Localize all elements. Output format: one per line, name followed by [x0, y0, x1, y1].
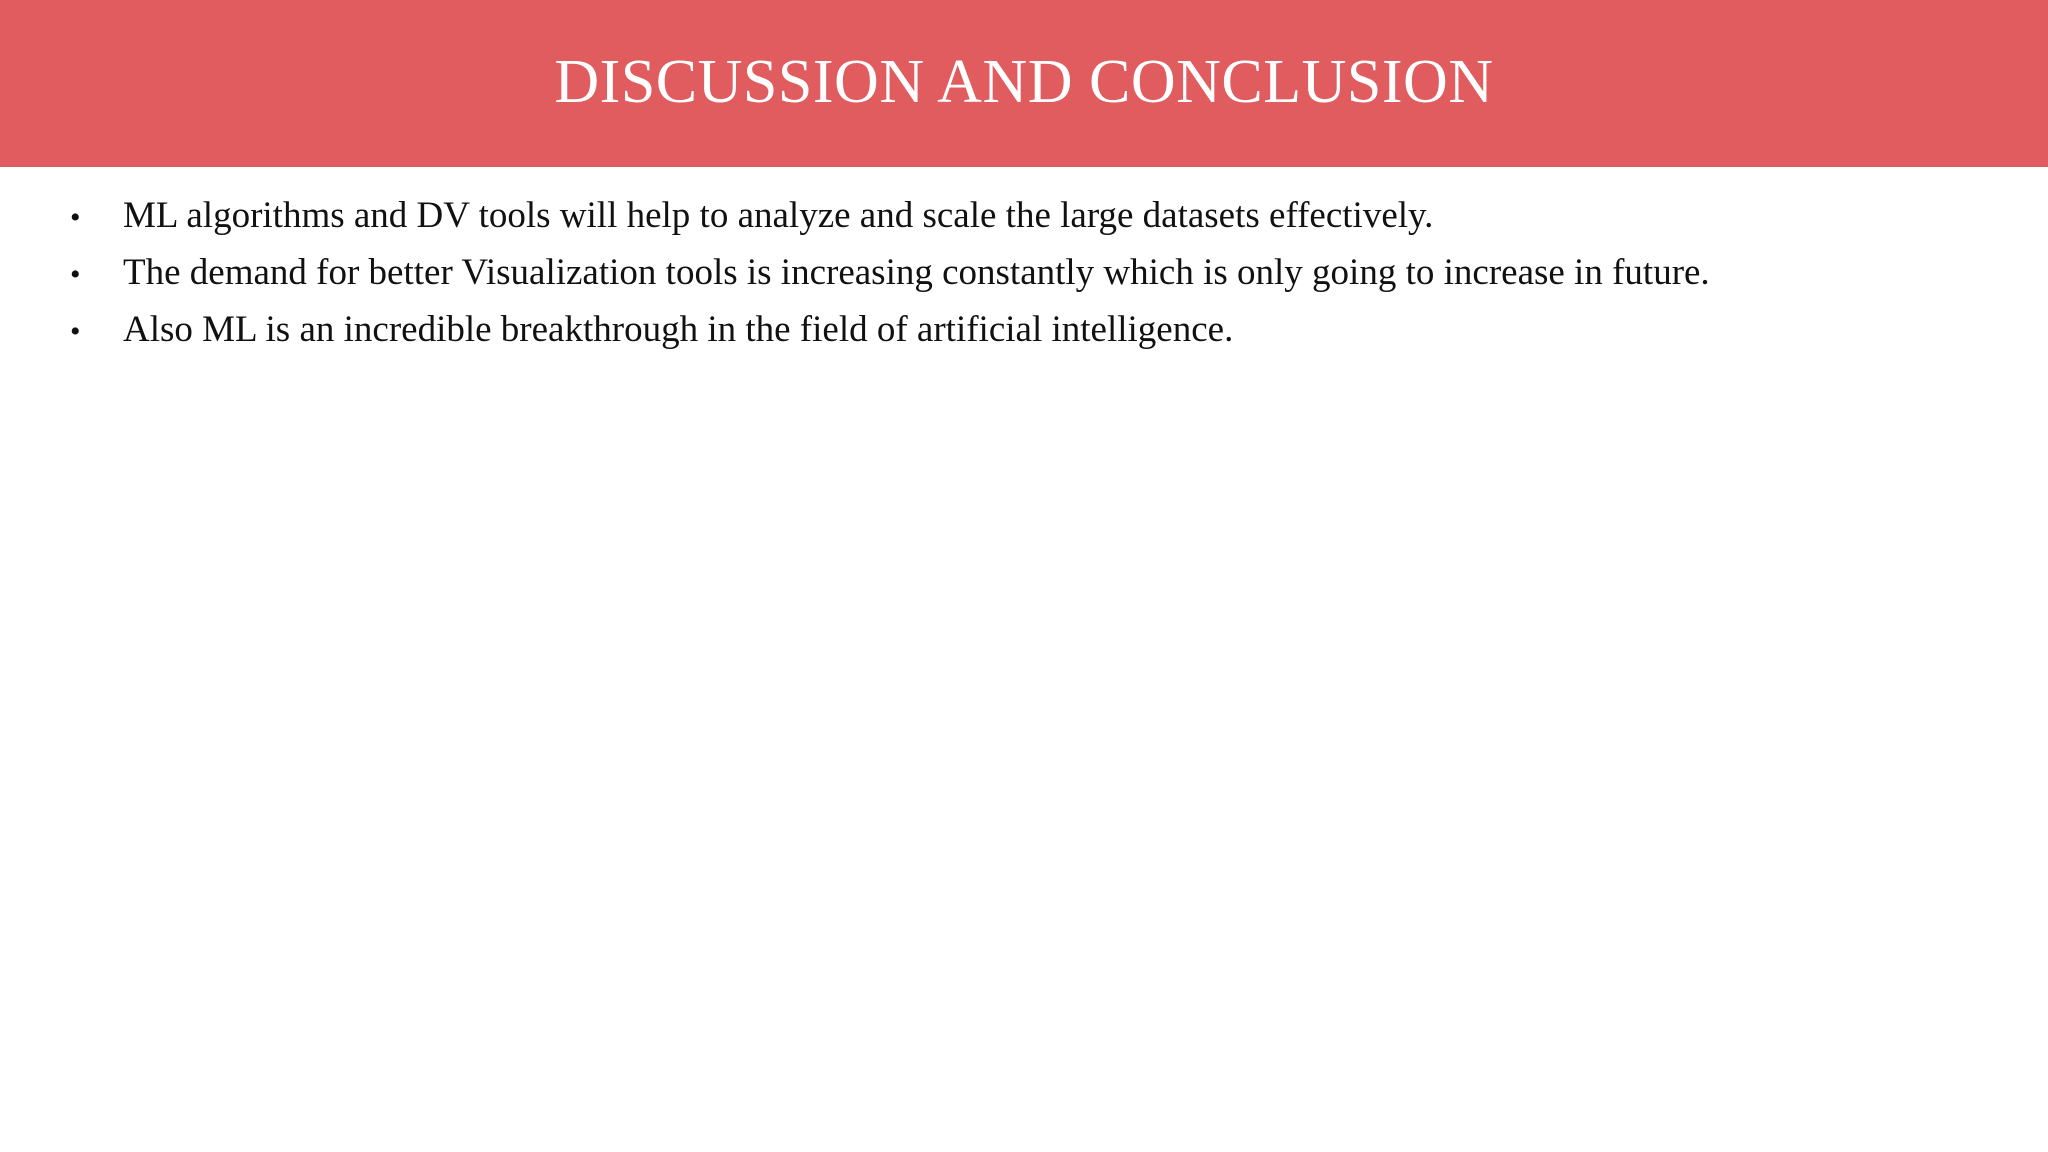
bullet-icon: •	[70, 315, 81, 348]
bullet-text: ML algorithms and DV tools will help to analyze and scale the large datasets effectively.	[123, 195, 1434, 236]
bullet-item	[70, 192, 1710, 249]
title-bar	[0, 0, 2048, 167]
bullet-text: Also ML is an incredible breakthrough in the field of artificial intelligence.	[123, 309, 1234, 350]
bullet-item	[70, 249, 1710, 306]
bullet-icon: •	[70, 201, 81, 234]
bullet-text: The demand for better Visualization tools is increasing constantly which is only going to increase in future.	[123, 252, 1710, 293]
slide-title: DISCUSSION AND CONCLUSION	[554, 47, 1494, 116]
bullet-icon: •	[70, 258, 81, 291]
bullet-list	[70, 192, 1710, 363]
bullet-item	[70, 306, 1710, 363]
